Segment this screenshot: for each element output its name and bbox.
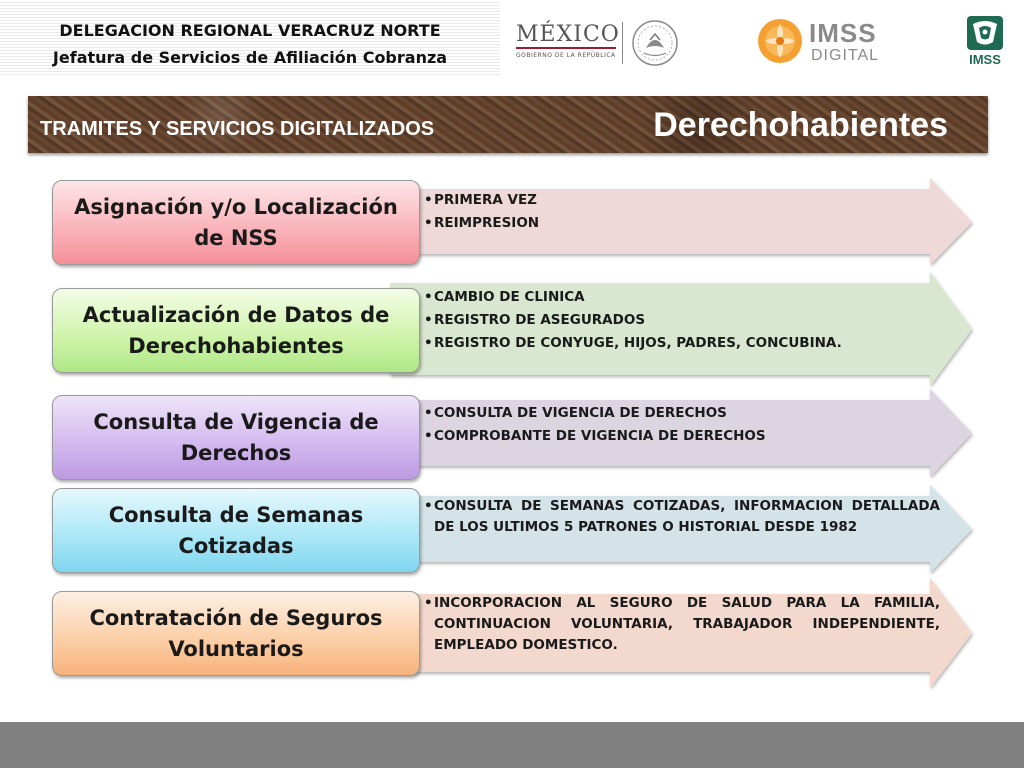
banner-title: Derechohabientes — [653, 106, 948, 144]
list-item: • REGISTRO DE CONYUGE, HIJOS, PADRES, CONCUBINA. — [424, 332, 940, 355]
list-item: • REGISTRO DE ASEGURADOS — [424, 309, 940, 332]
bullet-list-seguros-voluntarios — [424, 593, 940, 656]
mexico-logo-word: MÉXICO — [516, 22, 620, 47]
bullet-list-consulta-vigencia — [424, 402, 940, 448]
service-box-actualizacion-datos[interactable] — [52, 288, 420, 373]
service-box-asignacion-nss[interactable] — [52, 180, 420, 265]
footer-bar — [0, 722, 1024, 768]
list-item: • CAMBIO DE CLINICA — [424, 286, 940, 309]
service-title: Actualización de Datos de Derechohabientes — [82, 302, 390, 358]
service-box-semanas-cotizadas[interactable] — [52, 488, 420, 573]
list-item: • CONSULTA DE VIGENCIA DE DERECHOS — [424, 402, 940, 425]
banner-subtitle: TRAMITES Y SERVICIOS DIGITALIZADOS — [40, 118, 435, 140]
header-delegacion: DELEGACION REGIONAL VERACRUZ NORTE — [59, 21, 441, 40]
imss-logo-digital: DIGITAL — [811, 47, 880, 64]
list-item: • CONSULTA DE SEMANAS COTIZADAS, INFORMACION DETALLADA DE LOS ULTIMOS 5 PATRONES O HISTORIAL DESDE 1982 — [424, 496, 940, 538]
service-title: Consulta de Vigencia de Derechos — [93, 409, 379, 465]
header-jefatura: Jefatura de Servicios de Afiliación Cobranza — [52, 48, 448, 67]
list-item: • REIMPRESION — [424, 212, 940, 235]
list-item: • INCORPORACION AL SEGURO DE SALUD PARA LA FAMILIA, CONTINUACION VOLUNTARIA, TRABAJADOR INDEPENDIENTE, EMPLEADO DOMESTICO. — [424, 593, 940, 656]
service-title: Contratación de Seguros Voluntarios — [89, 605, 383, 661]
service-title: Asignación y/o Localización de NSS — [74, 194, 398, 250]
bullet-list-actualizacion-datos — [424, 286, 940, 355]
imss-logo-word: IMSS — [809, 18, 877, 48]
service-box-consulta-vigencia[interactable] — [52, 395, 420, 480]
imss-emblem-word: IMSS — [969, 52, 1001, 67]
bullet-list-asignacion-nss — [424, 189, 940, 235]
service-title: Consulta de Semanas Cotizadas — [108, 502, 364, 558]
service-box-seguros-voluntarios[interactable] — [52, 591, 420, 676]
mexico-logo-subtitle: GOBIERNO DE LA REPÚBLICA — [516, 52, 616, 59]
list-item: • COMPROBANTE DE VIGENCIA DE DERECHOS — [424, 425, 940, 448]
list-item: • PRIMERA VEZ — [424, 189, 940, 212]
bullet-list-semanas-cotizadas — [424, 496, 940, 538]
